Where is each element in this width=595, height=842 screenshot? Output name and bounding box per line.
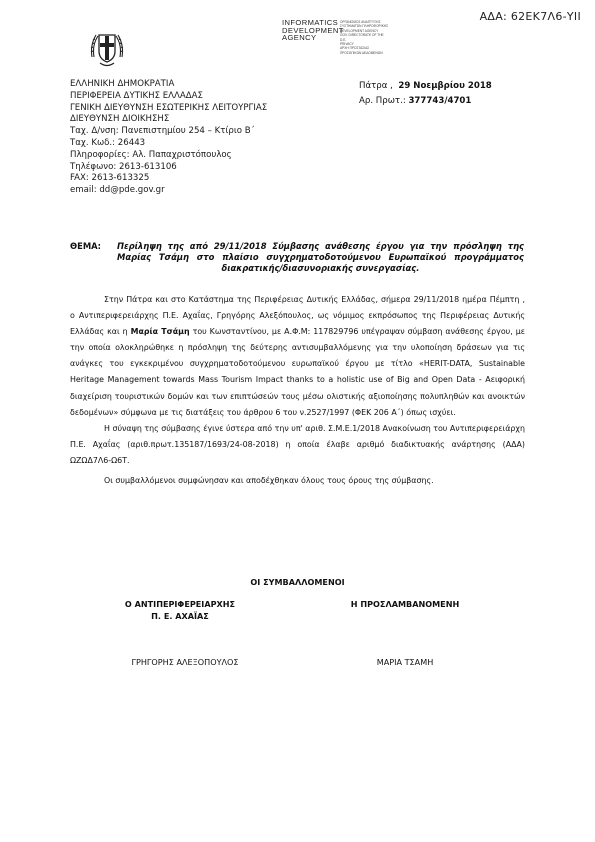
date-line (359, 79, 492, 94)
body-paragraph-3: Οι συμβαλλόμενοι συμφώνησαν και αποδέχθηκαν όλους τους όρους της σύμβασης. (104, 476, 434, 486)
agency-subtext (340, 20, 400, 55)
body-text (70, 292, 525, 489)
body-text-run: του Κωνσταντίνου, με Α.Φ.Μ: 117829796 υπέγραψαν σύμβαση ανάθεσης έργου, με την οποία ολοκληρώθηκε η πρόσληψη της δεύτερης αντισυμβαλλόμενης για την υλοποίηση δράσεων για τις ανάγκες του εγκεκριμένου συγχρηματοδοτούμενου ευρωπαϊκού έργου με τίτλο «HERIT-DATA, Sustainable Heritage Management towards Mass Tourism Impact thanks to a holistic use of Big and Open Data - Αειφορική διαχείριση τουριστικών δομών και των επιπτώσεών τους μέσω ολιστικής αξιοποίησης πολυπληθών και ανοικτών δεδομένων» σύμφωνα με τις διατάξεις του άρθρου 6 του ν.2527/1997 (ΦΕΚ 206 Α΄) όπως ισχύει. (70, 327, 525, 417)
sender-line: ΠΕΡΙΦΕΡΕΙΑ ΔΥΤΙΚΗΣ ΕΛΛΑΔΑΣ (70, 90, 203, 101)
date-value: 29 Νοεμβρίου 2018 (398, 81, 492, 91)
meta-block (359, 79, 492, 109)
agency-name-en-1: INFORMATICS (282, 18, 339, 27)
sender-line: ΓΕΝΙΚΗ ΔΙΕΥΘΥΝΣΗ ΕΣΩΤΕΡΙΚΗΣ ΛΕΙΤΟΥΡΓΙΑΣ (70, 102, 268, 113)
agency-logo (282, 19, 344, 42)
subject-text: Περίληψη της από 29/11/2018 Σύμβασης ανάθεσης έργου για την πρόσληψη της Μαρίας Τσάμη στο πλαίσιο συγχρηματοδοτούμενου Ευρωπαϊκού προγράμματος διακρατικής/διασυνοριακής συνεργασίας. (117, 241, 524, 273)
left-role-line-1: Ο ΑΝΤΙΠΕΡΙΦΕΡΕΙΑΡΧΗΣ (124, 599, 236, 609)
sender-line: FAX: 2613-613325 (70, 173, 150, 184)
agency-subtext-line: D.E. (340, 37, 347, 42)
body-paragraph-2: Η σύναψη της σύμβασης έγινε ύστερα από την υπ' αριθ. Σ.Μ.Ε.1/2018 Ανακοίνωση του Αντιπεριφερειάρχη Π.Ε. Αχαΐας (αριθ.πρωτ.135187/1693/24-08-2018) η οποία έλαβε αριθμό διαδικτυακής ανάρτησης (ΑΔΑ) ΩΖΩΔ7Λ6-Ω6Τ. (70, 423, 525, 465)
left-role-line-2: Π. Ε. ΑΧΑΪΑΣ (151, 611, 209, 621)
left-signatory-name: ΓΡΗΓΟΡΗΣ ΑΛΕΞΟΠΟΥΛΟΣ (131, 657, 239, 667)
body-paragraph-1 (70, 292, 525, 421)
agency-name-en-2: DEVELOPMENT (282, 25, 344, 35)
sender-line: Ταχ. Δ/νση: Πανεπιστημίου 254 – Κτίριο Β΄ (70, 126, 255, 137)
subject-label: ΘΕΜΑ: (70, 241, 102, 251)
agency-name-en-3: AGENCY (282, 33, 317, 43)
agency-subtext-line: GOV. DIRECTORATE OF THE (340, 33, 384, 38)
signatures-title: ΟΙ ΣΥΜΒΑΛΛΟΜΕΝΟΙ (250, 577, 345, 587)
right-signatory-name: ΜΑΡΙΑ ΤΣΑΜΗ (376, 657, 434, 667)
sender-email: email: dd@pde.gov.gr (70, 185, 165, 196)
agency-subtext-line: PRIVACY (340, 42, 354, 47)
greek-emblem-icon (88, 27, 126, 69)
sender-line: Πληροφορίες: Αλ. Παπαχριστόπουλος (70, 149, 232, 160)
agency-subtext-line: ΣΥΣΤΗΜΑΤΩΝ ΠΛΗΡΟΦΟΡΙΚΗΣ (340, 24, 389, 29)
sender-line: ΔΙΕΥΘΥΝΣΗ ΔΙΟΙΚΗΣΗΣ (70, 114, 170, 125)
protocol-prefix: Αρ. Πρωτ.: (359, 96, 406, 106)
sender-line: Ταχ. Κωδ.: 26443 (70, 137, 146, 148)
agency-subtext-line: ΑΡΧΗ ΠΡΟΣΤΑΣΙΑΣ (340, 46, 370, 51)
agency-subtext-line: ΟΡΓΑΝΙΣΜΟΣ ΑΝΑΠΤΥΞΗΣ (340, 20, 381, 24)
sender-line: Τηλέφωνο: 2613-613106 (70, 161, 177, 172)
left-signatory-role (110, 598, 250, 622)
right-signatory-role: Η ΠΡΟΣΛΑΜΒΑΝΟΜΕΝΗ (350, 599, 460, 609)
date-prefix: Πάτρα , (359, 81, 393, 91)
protocol-line (359, 94, 492, 109)
agency-subtext-line: ΠΡΟΣΩΠΙΚΩΝ ΔΕΔΟΜΕΝΩΝ (340, 50, 383, 55)
protocol-value: 377743/4701 (408, 96, 472, 106)
body-text-run: Στην Πάτρα και στο Κατάστημα της Περιφέρειας Δυτικής Ελλάδας, σήμερα 29/11/2018 ημέρα Πέμπτη , ο Αντιπεριφερειάρχης Π.Ε. Αχαΐας, Γρηγόρης Αλεξόπουλος, ως νόμιμος εκπρόσωπος της Περιφέρειας Δυτικής Ελλάδας και η (70, 295, 525, 337)
contractor-name: Μαρία Τσάμη (130, 327, 190, 337)
sender-block (70, 79, 267, 197)
ada-code: ΑΔΑ: 62ΕΚ7Λ6-ΥΙΙ (479, 10, 581, 23)
agency-subtext-line: DEVELOPMENT AGENCY (340, 28, 379, 33)
sender-line: ΕΛΛΗΝΙΚΗ ΔΗΜΟΚΡΑΤΙΑ (70, 79, 175, 89)
